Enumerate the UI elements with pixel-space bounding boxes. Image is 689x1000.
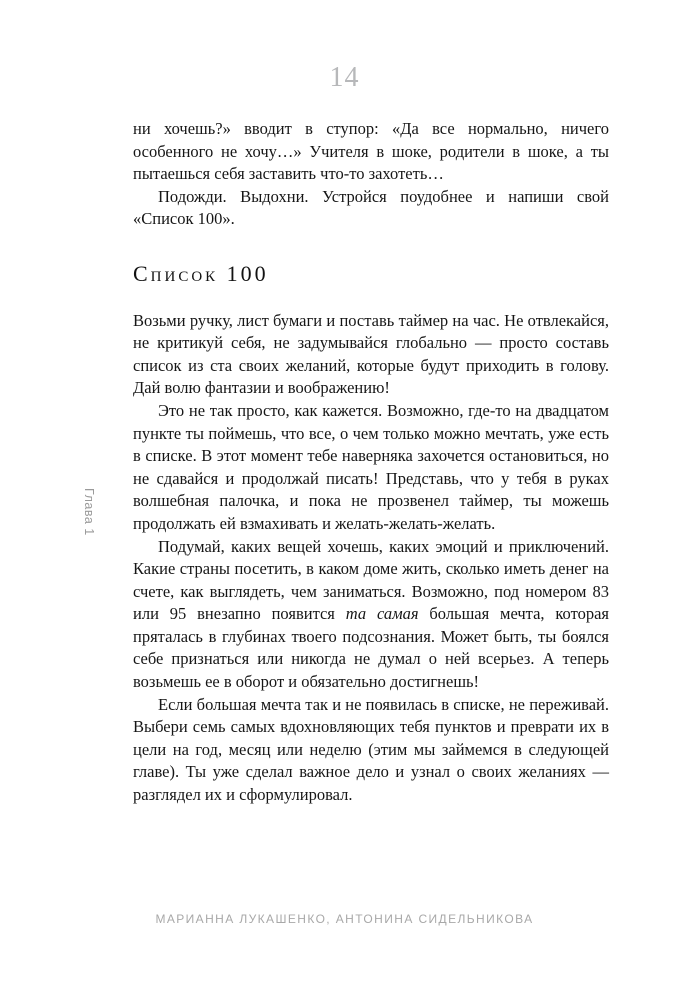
chapter-side-label: Глава 1 — [82, 488, 96, 536]
paragraph: Подожди. Выдохни. Устройся поудобнее и напиши свой «Список 100». — [133, 186, 609, 229]
paragraph: Это не так просто, как кажется. Возможно, где-то на двадцатом пункте ты поймешь, что все, о чем только можно мечтать, уже есть в списке. В этот момент тебе наверняка захочется остановиться, но не сдавайся и продолжай писать! Представь, что у тебя в руках волшебная палочка, и пока не прозвенел таймер, ты можешь продолжать ей взмахивать и желать-желать-желать. — [133, 400, 609, 533]
paragraph-text: Подумай, каких вещей хочешь, каких эмоций и приключений. Какие страны посетить, в каком доме жить, сколько иметь денег на счете, как выглядеть, чем заниматься. Возможно, под номером 83 или 95 внезапно появится — [133, 536, 609, 624]
paragraph-continuation: ни хочешь?» вводит в ступор: «Да все нормально, ничего особенного не хочу…» Учителя в шоке, родители в шоке, а ты пытаешься себя заставить что-то захотеть… — [133, 119, 609, 184]
footer-authors: МАРИАННА ЛУКАШЕНКО, АНТОНИНА СИДЕЛЬНИКОВА — [155, 912, 534, 926]
paragraph: Возьми ручку, лист бумаги и поставь таймер на час. Не отвлекайся, не критикуй себя, не задумывайся глобально — просто составь список из ста своих желаний, которые будут приходить в голову. Дай волю фантазии и воображению! — [133, 310, 609, 398]
paragraph-text: большая мечта, которая пряталась в глубинах твоего подсознания. Может быть, ты боялся себе признаться или никогда не думал о ней всерьез. А теперь возьмешь ее в оборот и обязательно достигнешь! — [133, 604, 610, 692]
section-heading: Список 100 — [133, 260, 269, 286]
text-column — [133, 118, 609, 807]
page-number: 14 — [329, 62, 360, 93]
paragraph: Если большая мечта так и не появилась в списке, не переживай. Выбери семь самых вдохновляющих тебя пунктов и преврати их в цели на год, месяц или неделю (этим мы займемся в следующей главе). Ты уже сделал важное дело и узнал о своих желаниях — разглядел их и сформулировал. — [133, 694, 609, 805]
paragraph — [133, 536, 609, 694]
paragraph-italic-text: та самая — [345, 604, 419, 624]
